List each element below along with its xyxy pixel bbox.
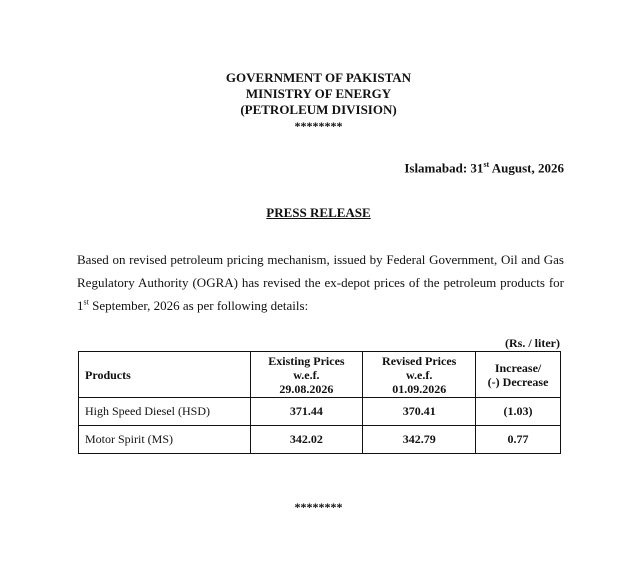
header-existing-prices <box>250 352 363 398</box>
header-revised-line2: w.e.f. <box>406 367 433 382</box>
body-ordinal: st <box>83 297 89 307</box>
header-revised-line3: 01.09.2026 <box>392 381 447 396</box>
body-paragraph <box>77 248 564 317</box>
header-change <box>476 352 561 398</box>
product-name: Motor Spirit (MS) <box>79 426 251 454</box>
dateline <box>404 160 564 176</box>
header-change-line2: (-) Decrease <box>487 374 549 389</box>
header-existing-line2: w.e.f. <box>293 367 320 382</box>
body-text-main: Based on revised petroleum pricing mechanism, issued by Federal Government, Oil and Gas Regulatory Authority (OGRA) has revised the ex-depot prices of the petroleum products for 1 <box>77 252 564 313</box>
footer-stars: ******** <box>294 500 343 514</box>
existing-price: 342.02 <box>250 426 363 454</box>
header-ministry: MINISTRY OF ENERGY <box>245 86 392 101</box>
header-change-line1: Increase/ <box>494 360 542 375</box>
body-text-end: September, 2026 as per following details: <box>88 298 309 313</box>
price-change: (1.03) <box>476 398 561 426</box>
dateline-suffix: August, 2026 <box>489 160 564 176</box>
revised-price: 370.41 <box>363 398 476 426</box>
table-row <box>79 426 561 454</box>
header-stars: ******** <box>294 119 343 133</box>
header-revised-line1: Revised Prices <box>382 353 457 368</box>
header-products <box>79 352 251 398</box>
header-revised-prices <box>363 352 476 398</box>
header-existing-line3: 29.08.2026 <box>279 381 334 396</box>
price-table <box>78 351 561 454</box>
header-products-label: Products <box>85 367 131 382</box>
dateline-prefix: Islamabad: 31 <box>404 160 484 176</box>
letterhead <box>0 70 637 134</box>
header-existing-line1: Existing Prices <box>268 353 345 368</box>
existing-price: 371.44 <box>250 398 363 426</box>
product-name: High Speed Diesel (HSD) <box>79 398 251 426</box>
table-row <box>79 398 561 426</box>
unit-label: (Rs. / liter) <box>505 336 560 350</box>
revised-price: 342.79 <box>363 426 476 454</box>
table-header-row <box>79 352 561 398</box>
price-change: 0.77 <box>476 426 561 454</box>
header-division: (PETROLEUM DIVISION) <box>240 102 397 117</box>
page-title: PRESS RELEASE <box>266 205 371 220</box>
dateline-ordinal: st <box>483 160 490 169</box>
header-government: GOVERNMENT OF PAKISTAN <box>225 70 412 85</box>
